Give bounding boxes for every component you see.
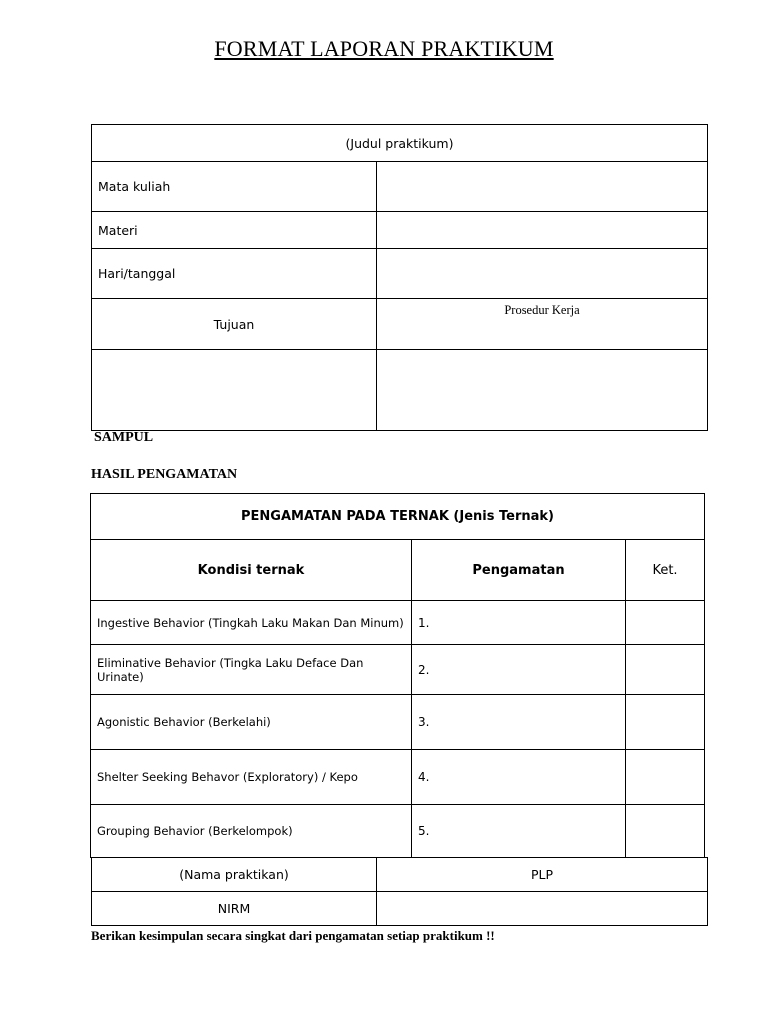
cover-table (91, 124, 708, 431)
table-row-kondisi: Grouping Behavior (Berkelompok) (91, 805, 412, 858)
table-row-ket (626, 805, 705, 858)
col-ket: Ket. (626, 540, 705, 601)
prosedur-kerja-label: Prosedur Kerja (377, 299, 708, 350)
mata-kuliah-label: Mata kuliah (92, 162, 377, 212)
judul-praktikum-cell: (Judul praktikum) (92, 125, 708, 162)
signature-table (91, 857, 708, 926)
hari-tanggal-value (377, 249, 708, 299)
nama-praktikan-cell: (Nama praktikan) (92, 858, 377, 892)
sampul-label: SAMPUL (94, 430, 154, 445)
table-row-number: 4. (412, 750, 626, 805)
nirm-cell: NIRM (92, 892, 377, 926)
table-row-number: 3. (412, 695, 626, 750)
mata-kuliah-value (377, 162, 708, 212)
tujuan-content (92, 350, 377, 431)
table-row-ket (626, 750, 705, 805)
tujuan-label: Tujuan (92, 299, 377, 350)
table-row-kondisi: Agonistic Behavior (Berkelahi) (91, 695, 412, 750)
page-title: FORMAT LAPORAN PRAKTIKUM (214, 36, 554, 61)
observation-table (90, 493, 705, 858)
hasil-pengamatan-label: HASIL PENGAMATAN (91, 467, 238, 482)
plp-cell: PLP (377, 858, 708, 892)
materi-value (377, 212, 708, 249)
table-row-number: 5. (412, 805, 626, 858)
table-row-ket (626, 645, 705, 695)
table-row-kondisi: Ingestive Behavior (Tingkah Laku Makan Dan Minum) (91, 601, 412, 645)
observation-header: PENGAMATAN PADA TERNAK (Jenis Ternak) (91, 494, 705, 540)
nirm-value (377, 892, 708, 926)
materi-label: Materi (92, 212, 377, 249)
table-row-number: 1. (412, 601, 626, 645)
table-row-kondisi: Eliminative Behavior (Tingka Laku Deface Dan Urinate) (91, 645, 412, 695)
col-kondisi-ternak: Kondisi ternak (91, 540, 412, 601)
prosedur-content (377, 350, 708, 431)
hari-tanggal-label: Hari/tanggal (92, 249, 377, 299)
table-row-kondisi: Shelter Seeking Behavor (Exploratory) / Kepo (91, 750, 412, 805)
table-row-ket (626, 601, 705, 645)
col-pengamatan: Pengamatan (412, 540, 626, 601)
table-row-ket (626, 695, 705, 750)
conclusion-instruction: Berikan kesimpulan secara singkat dari pengamatan setiap praktikum !! (91, 928, 495, 943)
table-row-number: 2. (412, 645, 626, 695)
